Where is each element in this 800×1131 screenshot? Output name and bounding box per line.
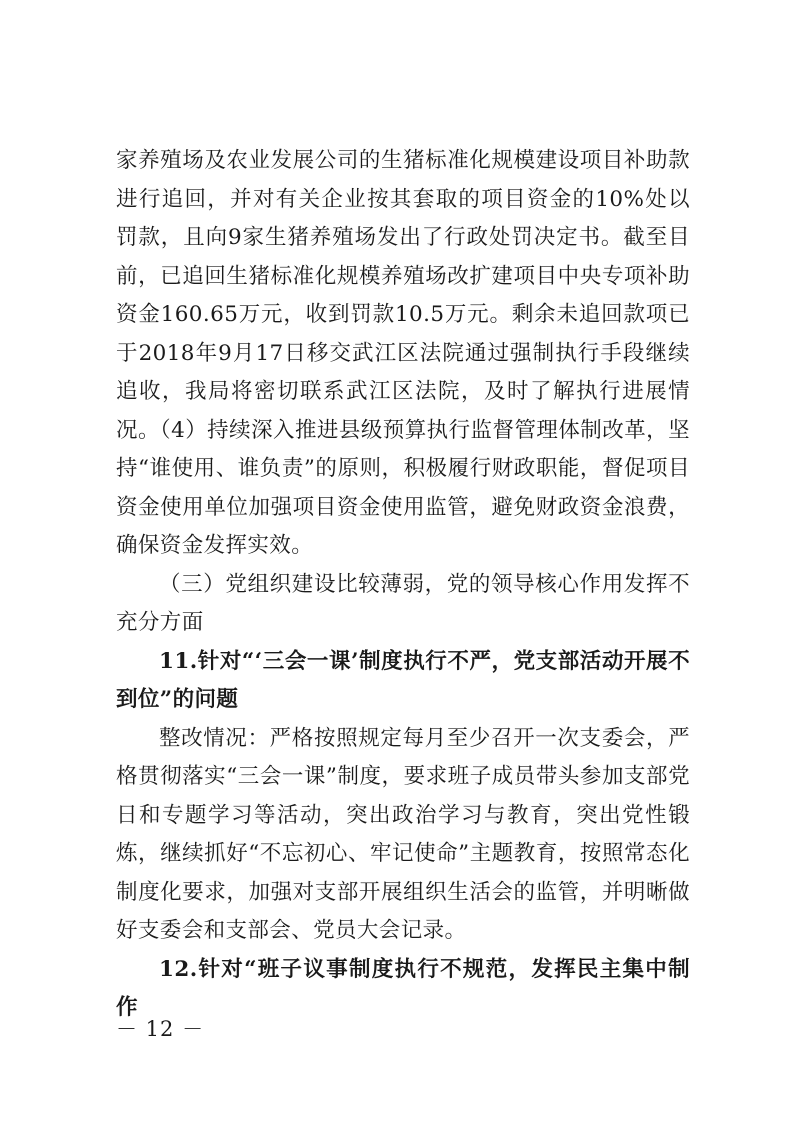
rectification-paragraph: 整改情况：严格按照规定每月至少召开一次支委会，严格贯彻落实“三会一课”制度，要求班子成员带头参加支部党日和专题学习等活动，突出政治学习与教育，突出党性锻炼，继续抓好“不忘初心、牢记使命”主题教育，按照常态化制度化要求，加强对支部开展组织生活会的监管，并明晰做好支委会和支部会、党员大会记录。 bbox=[116, 725, 690, 943]
section-heading-party-organization: （三）党组织建设比较薄弱，党的领导核心作用发挥不充分方面 bbox=[116, 571, 690, 635]
page-number: － 12 － bbox=[116, 1017, 205, 1041]
issue-heading-11: 11.针对“‘三会一课’制度执行不严，党支部活动开展不到位”的问题 bbox=[116, 648, 690, 712]
paragraph-continuation: 家养殖场及农业发展公司的生猪标准化规模建设项目补助款进行追回，并对有关企业按其套取的项目资金的10%处以罚款，且向9家生猪养殖场发出了行政处罚决定书。截至目前，已追回生猪标准化规模养殖场改扩建项目中央专项补助资金160.65万元，收到罚款10.5万元。剩余未追回款项已于2018年9月17日移交武江区法院通过强制执行手段继续追收，我局将密切联系武江区法院，及时了解执行进展情况。（4）持续深入推进县级预算执行监督管理体制改革，坚持“谁使用、谁负责”的原则，积极履行财政职能，督促项目资金使用单位加强项目资金使用监管，避免财政资金浪费，确保资金发挥实效。 bbox=[116, 148, 690, 558]
document-body bbox=[116, 142, 690, 1028]
issue-heading-12: 12.针对“班子议事制度执行不规范，发挥民主集中制作 bbox=[116, 956, 690, 1020]
